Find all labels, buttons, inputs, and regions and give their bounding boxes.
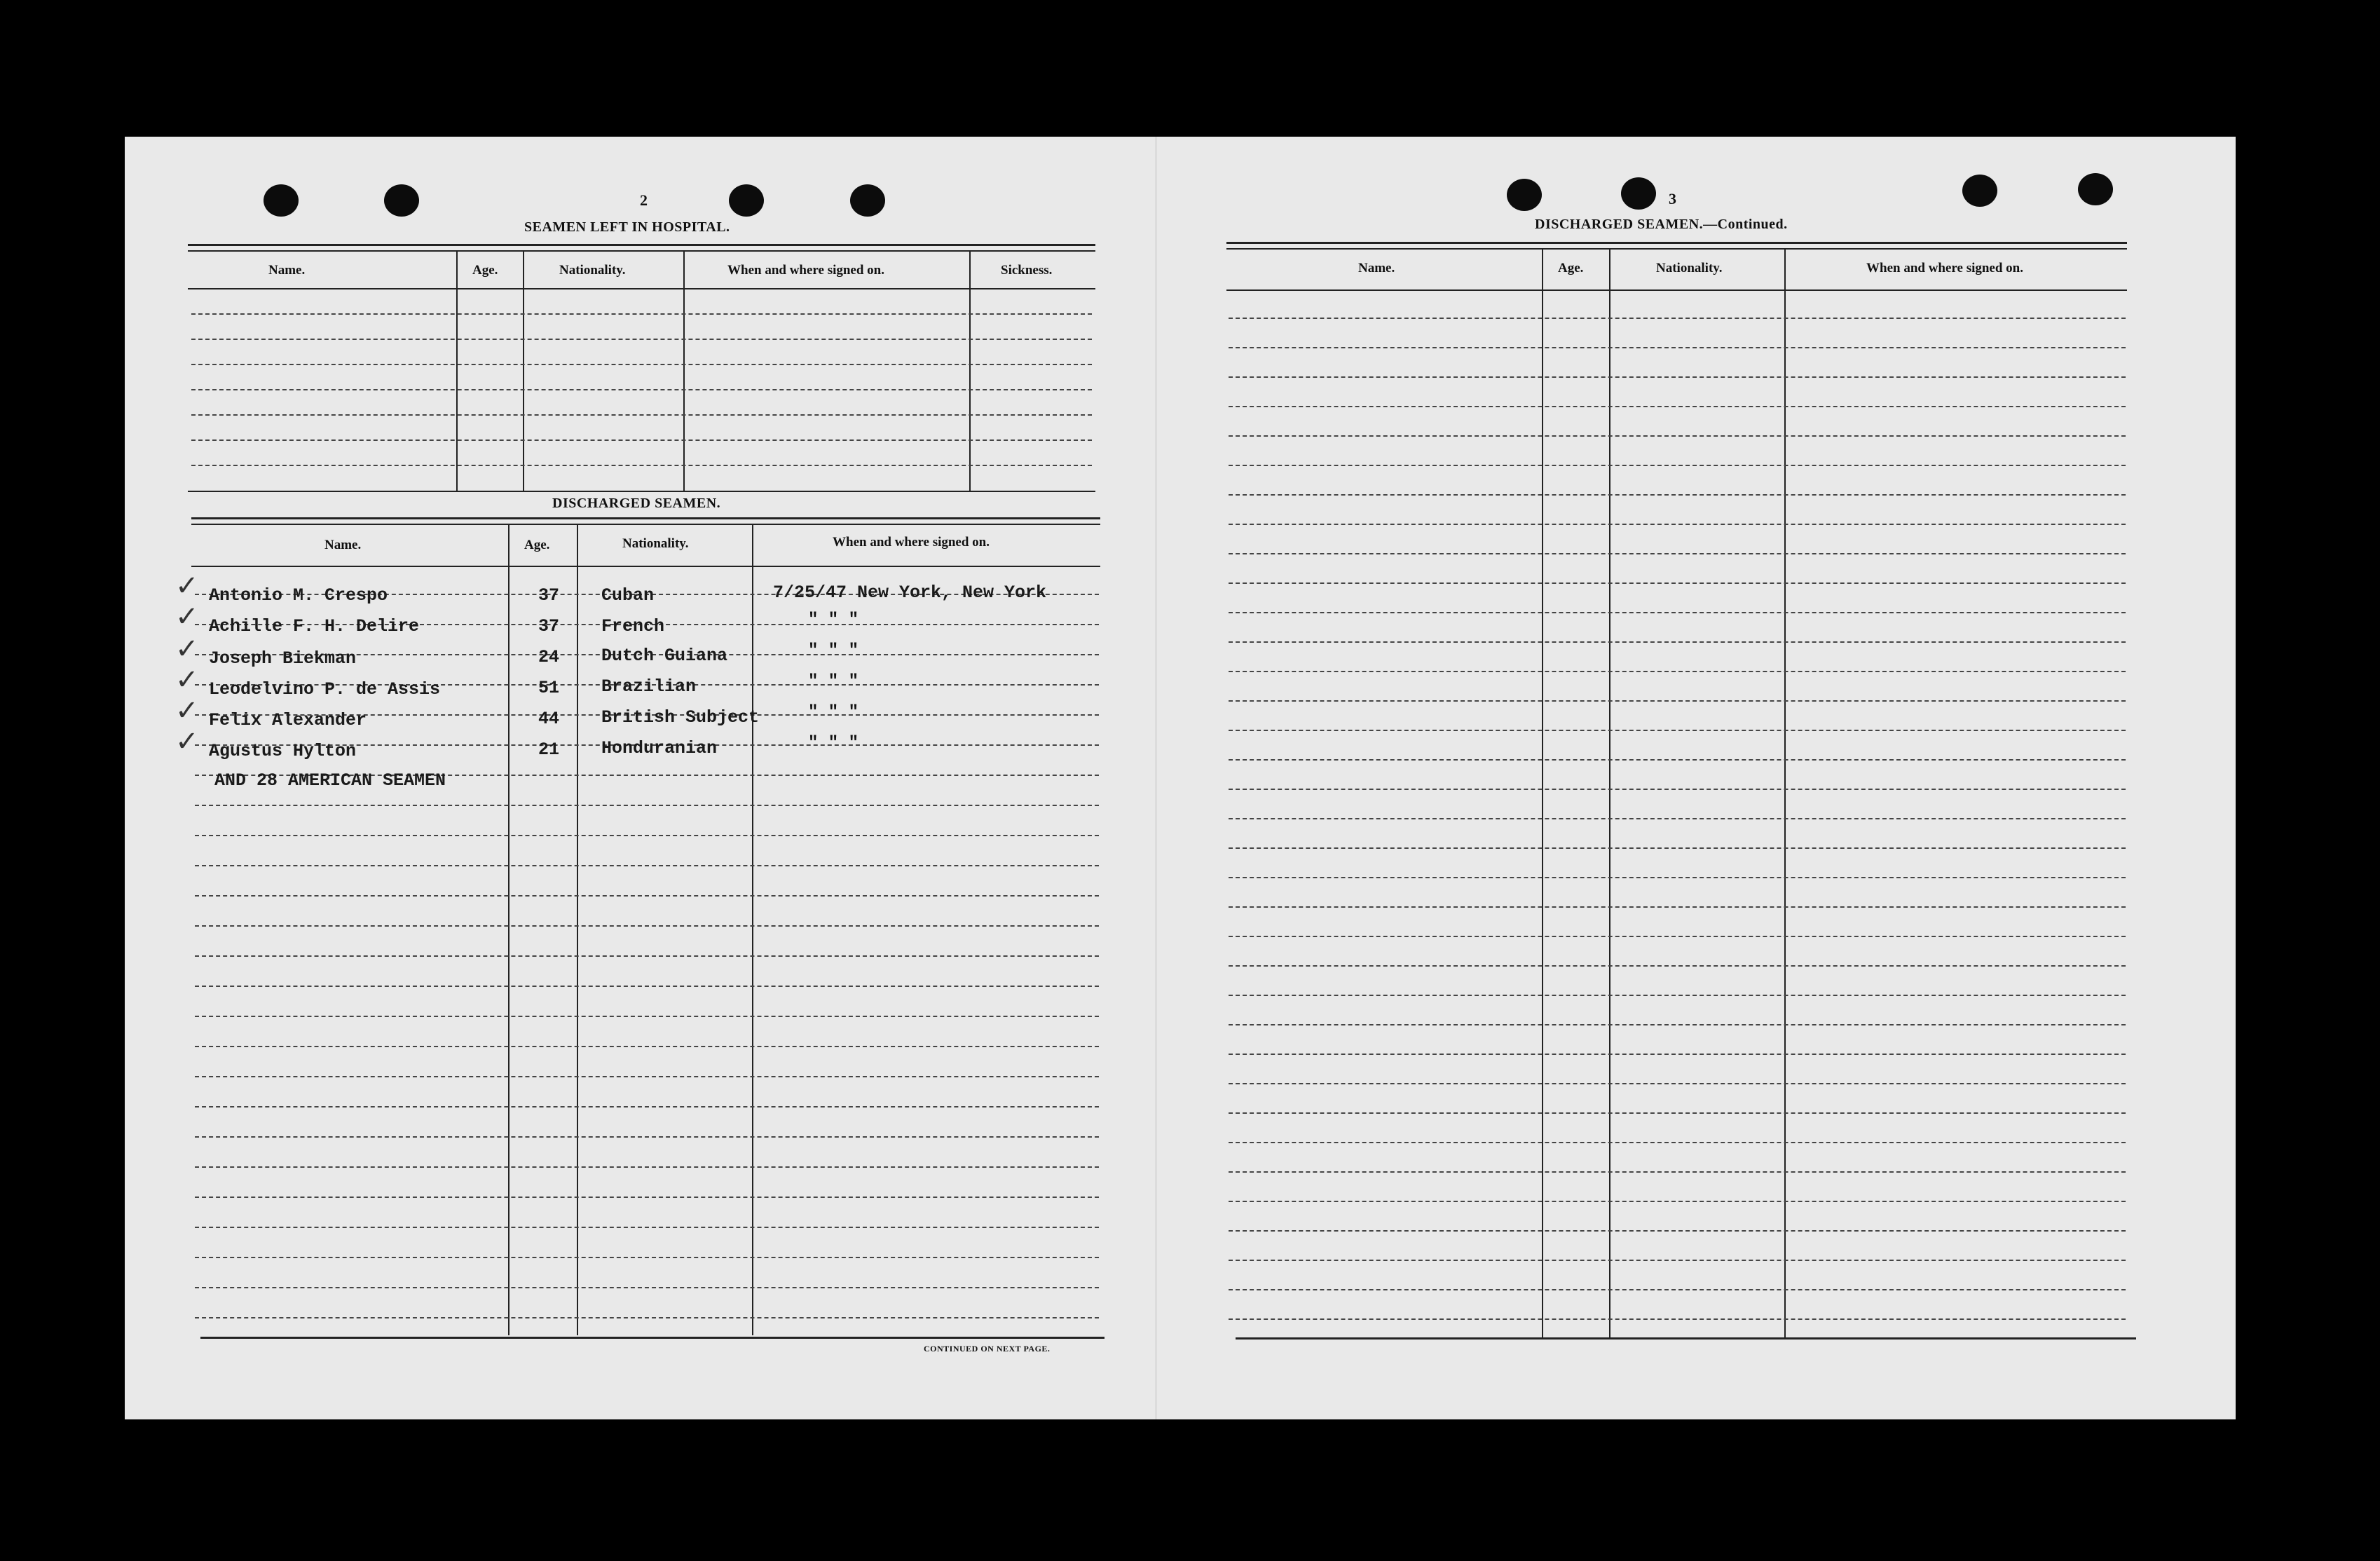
seaman-name: Joseph Biekman — [209, 648, 357, 669]
hospital-col-signed-on: When and where signed on. — [727, 263, 885, 278]
american-seamen-note: AND 28 AMERICAN SEAMEN — [214, 770, 446, 791]
seaman-signed-on: " " " — [808, 672, 859, 691]
page-fold — [1155, 137, 1157, 1419]
punch-hole — [384, 184, 419, 217]
seaman-nationality: Cuban — [601, 585, 655, 606]
check-mark: ✓ — [175, 601, 199, 633]
page-number: 2 — [640, 191, 648, 209]
seaman-name: Achille F. H. Delire — [209, 616, 420, 636]
seaman-age: 21 — [538, 739, 560, 760]
punch-hole — [264, 184, 299, 217]
seaman-nationality: Honduranian — [601, 738, 718, 758]
check-mark: ✓ — [175, 570, 199, 602]
punch-hole — [1507, 179, 1542, 211]
discharged-continued-title: DISCHARGED SEAMEN.—Continued. — [1535, 217, 1788, 232]
discharged-col-nationality: Nationality. — [622, 536, 689, 551]
seaman-age: 44 — [538, 709, 560, 729]
page-number: 3 — [1669, 190, 1676, 207]
continued-col-name: Name. — [1358, 261, 1395, 275]
discharged-col-signed-on: When and where signed on. — [833, 535, 990, 550]
seaman-nationality: Brazilian — [601, 676, 697, 697]
punch-hole — [729, 184, 764, 217]
check-mark: ✓ — [175, 725, 199, 758]
punch-hole — [850, 184, 885, 217]
seaman-nationality: French — [601, 616, 665, 636]
hospital-col-nationality: Nationality. — [559, 263, 626, 278]
seaman-name: Felix Alexander — [209, 710, 367, 730]
punch-hole — [1962, 175, 1997, 207]
seaman-age: 37 — [538, 585, 560, 606]
discharged-col-age: Age. — [524, 538, 550, 552]
seaman-signed-on: 7/25/47 New York, New York — [773, 582, 1047, 603]
continued-col-age: Age. — [1558, 261, 1584, 275]
hospital-col-sickness: Sickness. — [1001, 263, 1053, 278]
seaman-signed-on: " " " — [808, 703, 859, 722]
continued-note: CONTINUED ON NEXT PAGE. — [924, 1344, 1051, 1354]
seaman-nationality: Dutch Guiana — [601, 646, 728, 666]
check-mark: ✓ — [175, 695, 199, 727]
punch-hole — [1621, 177, 1656, 210]
hospital-section-title: SEAMEN LEFT IN HOSPITAL. — [524, 219, 730, 235]
continued-col-signed-on: When and where signed on. — [1866, 261, 2024, 275]
seaman-age: 37 — [538, 616, 560, 636]
seaman-age: 24 — [538, 647, 560, 667]
continued-col-nationality: Nationality. — [1656, 261, 1723, 275]
check-mark: ✓ — [175, 664, 199, 696]
form-sheet — [125, 137, 2236, 1419]
seaman-name: Leodelvino P. de Assis — [209, 679, 441, 700]
seaman-signed-on: " " " — [808, 611, 859, 629]
seaman-age: 51 — [538, 678, 560, 698]
seaman-signed-on: " " " — [808, 734, 859, 753]
seaman-name: Agustus Hylton — [209, 741, 357, 761]
discharged-section-title: DISCHARGED SEAMEN. — [552, 496, 721, 511]
hospital-col-name: Name. — [268, 263, 306, 278]
discharged-col-name: Name. — [324, 538, 362, 552]
seaman-nationality: British Subject — [601, 707, 760, 728]
seaman-signed-on: " " " — [808, 641, 859, 660]
check-mark: ✓ — [175, 633, 199, 665]
hospital-col-age: Age. — [472, 263, 498, 278]
punch-hole — [2078, 173, 2113, 205]
seaman-name: Antonio M. Crespo — [209, 585, 388, 606]
